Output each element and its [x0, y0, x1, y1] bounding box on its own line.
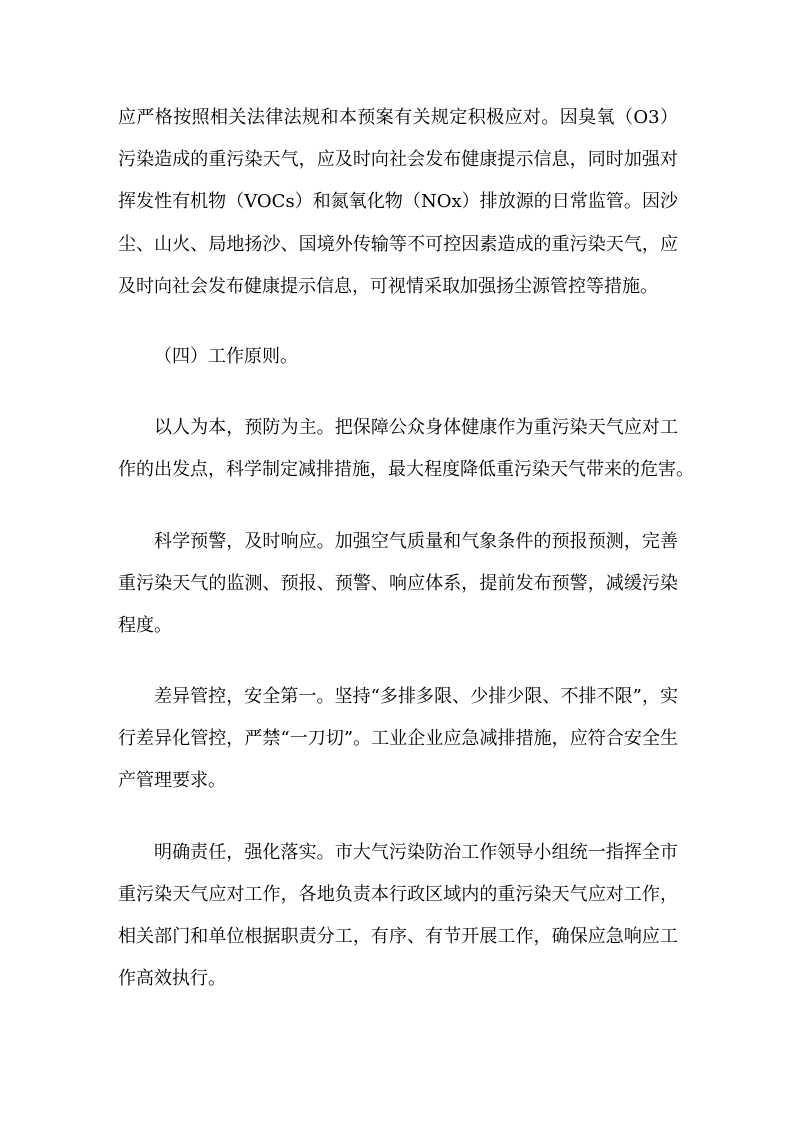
paragraph-1-line-2: 污染造成的重污染天气，应及时向社会发布健康提示信息，同时加强对: [118, 149, 678, 170]
paragraph-3-line-3: 程度。: [118, 615, 172, 636]
paragraph-5-line-4: 作高效执行。: [118, 968, 226, 989]
paragraph-1-line-3: 挥发性有机物（VOCs）和氮氧化物（NOx）排放源的日常监管。因沙: [118, 191, 678, 212]
paragraph-1-line-1: 应严格按照相关法律法规和本预案有关规定积极应对。因臭氧（O3）: [118, 107, 678, 128]
paragraph-5-line-1: 明确责任，强化落实。市大气污染防治工作领导小组统一指挥全市: [154, 842, 678, 863]
paragraph-1-line-4: 尘、山火、局地扬沙、国境外传输等不可控因素造成的重污染天气，应: [118, 234, 678, 255]
paragraph-4-line-2: 行差异化管控，严禁“一刀切”。工业企业应急减排措施，应符合安全生: [118, 728, 678, 749]
paragraph-3-line-2: 重污染天气的监测、预报、预警、响应体系，提前发布预警，减缓污染: [118, 573, 678, 594]
paragraph-4-line-1: 差异管控，安全第一。坚持“多排多限、少排少限、不排不限”，实: [154, 686, 678, 707]
paragraph-5-line-3: 相关部门和单位根据职责分工，有序、有节开展工作，确保应急响应工: [118, 926, 678, 947]
paragraph-5-line-2: 重污染天气应对工作，各地负责本行政区域内的重污染天气应对工作，: [118, 884, 678, 905]
paragraph-2-line-1: 以人为本，预防为主。把保障公众身体健康作为重污染天气应对工: [154, 417, 678, 438]
paragraph-3-line-1: 科学预警，及时响应。加强空气质量和气象条件的预报预测，完善: [154, 531, 678, 552]
paragraph-2-line-2: 作的出发点，科学制定减排措施，最大程度降低重污染天气带来的危害。: [118, 459, 694, 480]
paragraph-1-line-5: 及时向社会发布健康提示信息，可视情采取加强扬尘源管控等措施。: [118, 276, 658, 297]
section-heading: （四）工作原则。: [154, 346, 298, 367]
paragraph-4-line-3: 产管理要求。: [118, 770, 226, 791]
